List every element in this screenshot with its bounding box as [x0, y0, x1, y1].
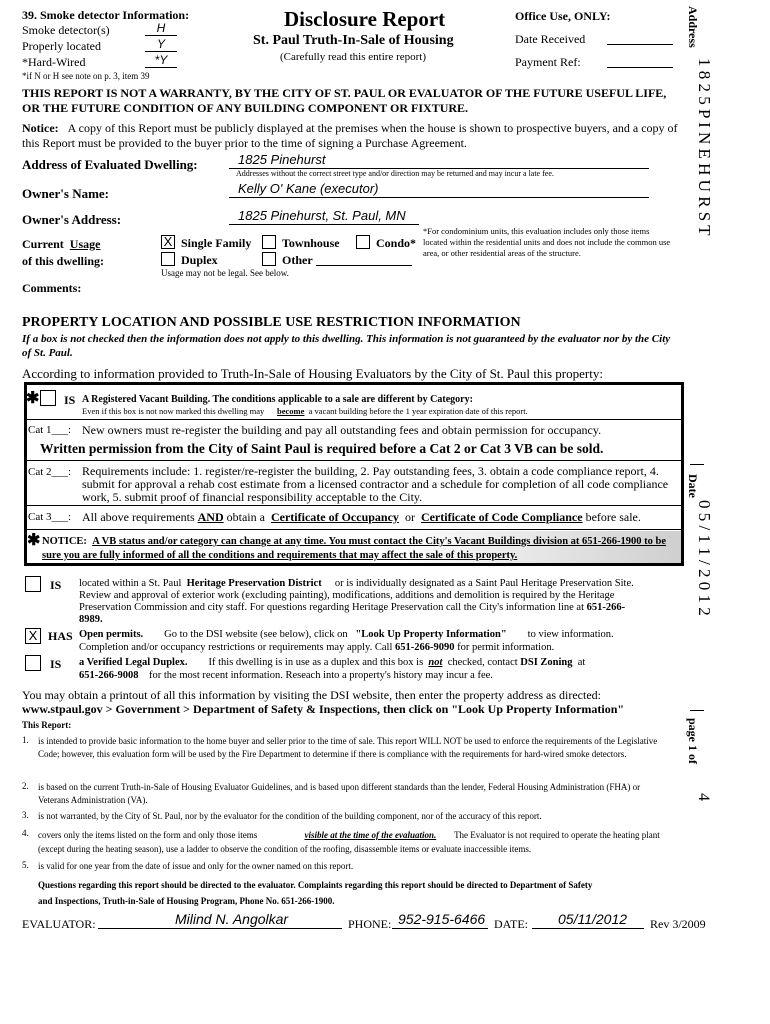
condo-checkbox[interactable] — [356, 235, 370, 249]
heritage-checkbox[interactable] — [25, 576, 41, 592]
owner-name-label: Owner's Name: — [22, 186, 110, 201]
dwelling-address-label: Address of Evaluated Dwelling: — [22, 157, 198, 172]
date-received-field[interactable] — [607, 44, 673, 45]
townhouse-label: Townhouse — [282, 236, 340, 250]
item-number-1: 1. — [22, 735, 29, 745]
sidebar-date-label: Date — [686, 474, 700, 498]
dsi-line1: You may obtain a printout of all this information by visiting the DSI website, then enter the property address as directed: — [22, 688, 601, 702]
date-value[interactable]: 05/11/2012 — [558, 911, 628, 927]
notice-text: A copy of this Report must be publicly displayed at the premises when the house is shown to prospective buyers, and a copy of this Report must be provided to the buyer prior to the time of signing a Purchase Agreement. — [22, 121, 678, 150]
report-item-2: is based on the current Truth-in-Sale of Housing Evaluator Guidelines, and is based upon different standards than the lender, Federal Housing Administration (FHA) or Veterans Administration (VA). — [38, 782, 641, 805]
sidebar-page-total: 4 — [695, 793, 712, 801]
dsi-link[interactable]: www.stpaul.gov > Government > Department of Safety & Inspections, then click on "Look Up Property Information" — [22, 702, 625, 716]
report-item-5: is valid for one year from the date of issue and only for the owner named on this report. — [38, 861, 354, 871]
report-instruction: (Carefully read this entire report) — [280, 51, 426, 63]
report-item-4: covers only the items listed on the form and only those items visible at the time of the evaluation. The Evaluator is not required to operate the heating plant (except during the heating season), use a ladder to observe the condition of the roofing, disassemble items or evaluate inaccessible items. — [38, 830, 660, 854]
duplex-checkbox[interactable] — [161, 252, 175, 266]
smoke-heading: 39. Smoke detector Information: — [22, 8, 190, 22]
date-label: DATE: — [494, 917, 528, 931]
phone-label: PHONE: — [348, 917, 392, 931]
written-permission: Written permission from the City of Saint Paul is required before a Cat 2 or Cat 3 VB can be sold. — [40, 441, 604, 456]
vacant-building-checkbox[interactable] — [40, 390, 56, 406]
owner-name-value[interactable]: Kelly O' Kane (executor) — [238, 181, 379, 196]
item-number-4: 4. — [22, 828, 29, 838]
other-checkbox[interactable] — [262, 252, 276, 266]
report-item-1: is intended to provide basic information to the home buyer and seller prior to the time of sale. This report WILL NOT be used to enforce the requirements of the Legislative Code; however, this evaluation form will be used by the Fire Department to determine if there is compliance with the requirements for hard-wired smoke detectors. — [38, 736, 658, 759]
report-item-3: is not warranted, by the City of St. Paul, nor by the evaluator for the condition of the building component, nor of the accuracy of this report. — [38, 811, 542, 821]
permits-line1: Open permits. Go to the DSI website (see below), click on "Look Up Property Information" to view information. — [79, 629, 614, 640]
vb-notice: NOTICE: A VB status and/or category can change at any time. You must contact the City's Vacant Buildings division at 651-266-1900 to be sure you are fully informed of all the conditions and requirements that may affect the sale of this property. — [42, 536, 667, 561]
usage-label-line2: of this dwelling: — [22, 254, 105, 268]
usage-label-line1: Current Usage — [22, 237, 101, 251]
phone-value[interactable]: 952-915-6466 — [398, 911, 486, 927]
owner-address-value[interactable]: 1825 Pinehurst, St. Paul, MN — [238, 208, 406, 223]
heritage-text: located within a St. Paul Heritage Preservation District or is individually designated as a Saint Paul Heritage Preservation Site. Review and approval of exterior work (excluding painting), modifications, additions and demolition is required by the Heritage Preservation Commission and city staff. For questions regarding Heritage Preservation call the City's information line at 651-266-8989. — [79, 578, 634, 625]
notice-paragraph — [22, 121, 682, 151]
condo-note: *For condominium units, this evaluation includes only those items located within the residential units and does not include the common use area, or other residential areas of the structure. — [423, 226, 671, 258]
owner-address-label: Owner's Address: — [22, 212, 122, 227]
permits-has-label: HAS — [48, 629, 73, 643]
complaints-contact: Questions regarding this report should be directed to the evaluator. Complaints regarding this report should be directed to Department of Safety and Inspections, Truth-in-Sale of Housing Program, Phone No. 651-266-1900. — [38, 880, 593, 906]
notice-label: Notice: — [22, 121, 59, 135]
cat2-text: Requirements include: 1. register/re-register the building, 2. Pay outstanding fees, 3. obtain a code compliance report, 4. submit for approval a rehab cost estimate from a licensed contractor and a schedule for completion of all code compliance work, 5. submit proof of financial responsibility acceptable to the City. — [82, 464, 669, 504]
other-field[interactable] — [316, 265, 412, 266]
evaluator-label: EVALUATOR: — [22, 917, 96, 931]
property-disclaimer: If a box is not checked then the information does not apply to this dwelling. This information is not guaranteed by the evaluator nor by the City of St. Paul. — [22, 333, 671, 359]
open-permits-checkbox[interactable]: X — [25, 628, 41, 644]
property-intro: According to information provided to Truth-In-Sale of Housing Evaluators by the City of St. Paul this property: — [22, 366, 603, 381]
properly-located-label: Properly located — [22, 39, 101, 53]
heritage-is-label: IS — [50, 578, 62, 592]
duplex-label: Duplex — [181, 253, 218, 267]
warranty-statement: THIS REPORT IS NOT A WARRANTY, BY THE CITY OF ST. PAUL OR EVALUATOR OF THE FUTURE USEFUL LIFE, OR THE FUTURE CONDITION OF ANY BUILDING COMPONENT OR FIXTURE. — [22, 86, 667, 115]
duplex-is-label: IS — [50, 657, 62, 671]
townhouse-checkbox[interactable] — [262, 235, 276, 249]
permits-line2: Completion and/or occupancy restrictions or requirements may apply. Call 651-266-9090 for permit information. — [79, 642, 555, 653]
revision: Rev 3/2009 — [650, 917, 706, 931]
dwelling-address-value[interactable]: 1825 Pinehurst — [238, 152, 326, 167]
smoke-note: *if N or H see note on p. 3, item 39 — [22, 71, 150, 81]
asterisk-icon: ✱ — [26, 390, 40, 407]
evaluator-value[interactable]: Milind N. Angolkar — [175, 911, 289, 927]
legal-duplex-checkbox[interactable] — [25, 655, 41, 671]
usage-note: Usage may not be legal. See below. — [161, 268, 289, 278]
sidebar-page-label: page 1 of — [686, 718, 700, 764]
date-received-label: Date Received — [515, 32, 586, 46]
cat3-text: All above requirements AND obtain a Certificate of Occupancy or Certificate of Code Compliance before sale. — [82, 510, 641, 524]
hard-wired-value[interactable]: *Y — [154, 53, 168, 67]
single-family-label: Single Family — [181, 236, 252, 250]
this-report-heading: This Report: — [22, 720, 72, 730]
sidebar-address-label: Address — [686, 6, 700, 48]
sidebar-date-value: 0 5 / 1 1 / 2 0 1 2 — [695, 500, 714, 616]
payment-ref-label: Payment Ref: — [515, 55, 581, 69]
report-title: Disclosure Report — [284, 7, 446, 31]
single-family-checkbox[interactable]: X — [161, 235, 175, 249]
condo-label: Condo* — [376, 236, 417, 250]
duplex-line1: a Verified Legal Duplex. If this dwelling is in use as a duplex and this box is not checked, contact DSI Zoning at — [79, 657, 586, 668]
property-heading: PROPERTY LOCATION AND POSSIBLE USE RESTRICTION INFORMATION — [22, 315, 521, 330]
cat2-label: Cat 2___: — [28, 466, 72, 478]
vb-title: A Registered Vacant Building. The conditions applicable to a sale are different by Category: — [82, 394, 473, 405]
duplex-line2: 651-266-9008 for the most recent information. Reseach into a property's history may incur a fee. — [79, 670, 493, 681]
properly-located-value[interactable]: Y — [156, 37, 165, 51]
cat3-label: Cat 3___: — [28, 511, 72, 523]
smoke-detector-label: Smoke detector(s) — [22, 23, 110, 37]
other-label: Other — [282, 253, 313, 267]
cat1-label: Cat 1___: — [28, 424, 72, 436]
sidebar-address-value: 1 8 2 5 P I N E H U R S T — [695, 58, 714, 236]
smoke-detector-value[interactable]: H — [156, 21, 166, 35]
vb-subtitle: Even if this box is not now marked this dwelling may become a vacant building before the 1 year expiration date of this report. — [82, 406, 528, 416]
hard-wired-label: *Hard-Wired — [22, 55, 86, 69]
payment-ref-field[interactable] — [607, 67, 673, 68]
report-subtitle: St. Paul Truth-In-Sale of Housing — [253, 33, 454, 48]
comments-label: Comments: — [22, 281, 82, 295]
vb-is-label: IS — [64, 393, 76, 407]
cat1-text: New owners must re-register the building and pay all outstanding fees and obtain permission for occupancy. — [82, 423, 602, 437]
notice-asterisk-icon: ✱ — [27, 532, 41, 549]
dwelling-address-note: Addresses without the correct street type and/or direction may be returned and may incur a late fee. — [236, 169, 554, 178]
office-heading: Office Use, ONLY: — [515, 9, 611, 23]
item-number-3: 3. — [22, 810, 29, 820]
item-number-2: 2. — [22, 781, 29, 791]
item-number-5: 5. — [22, 860, 29, 870]
